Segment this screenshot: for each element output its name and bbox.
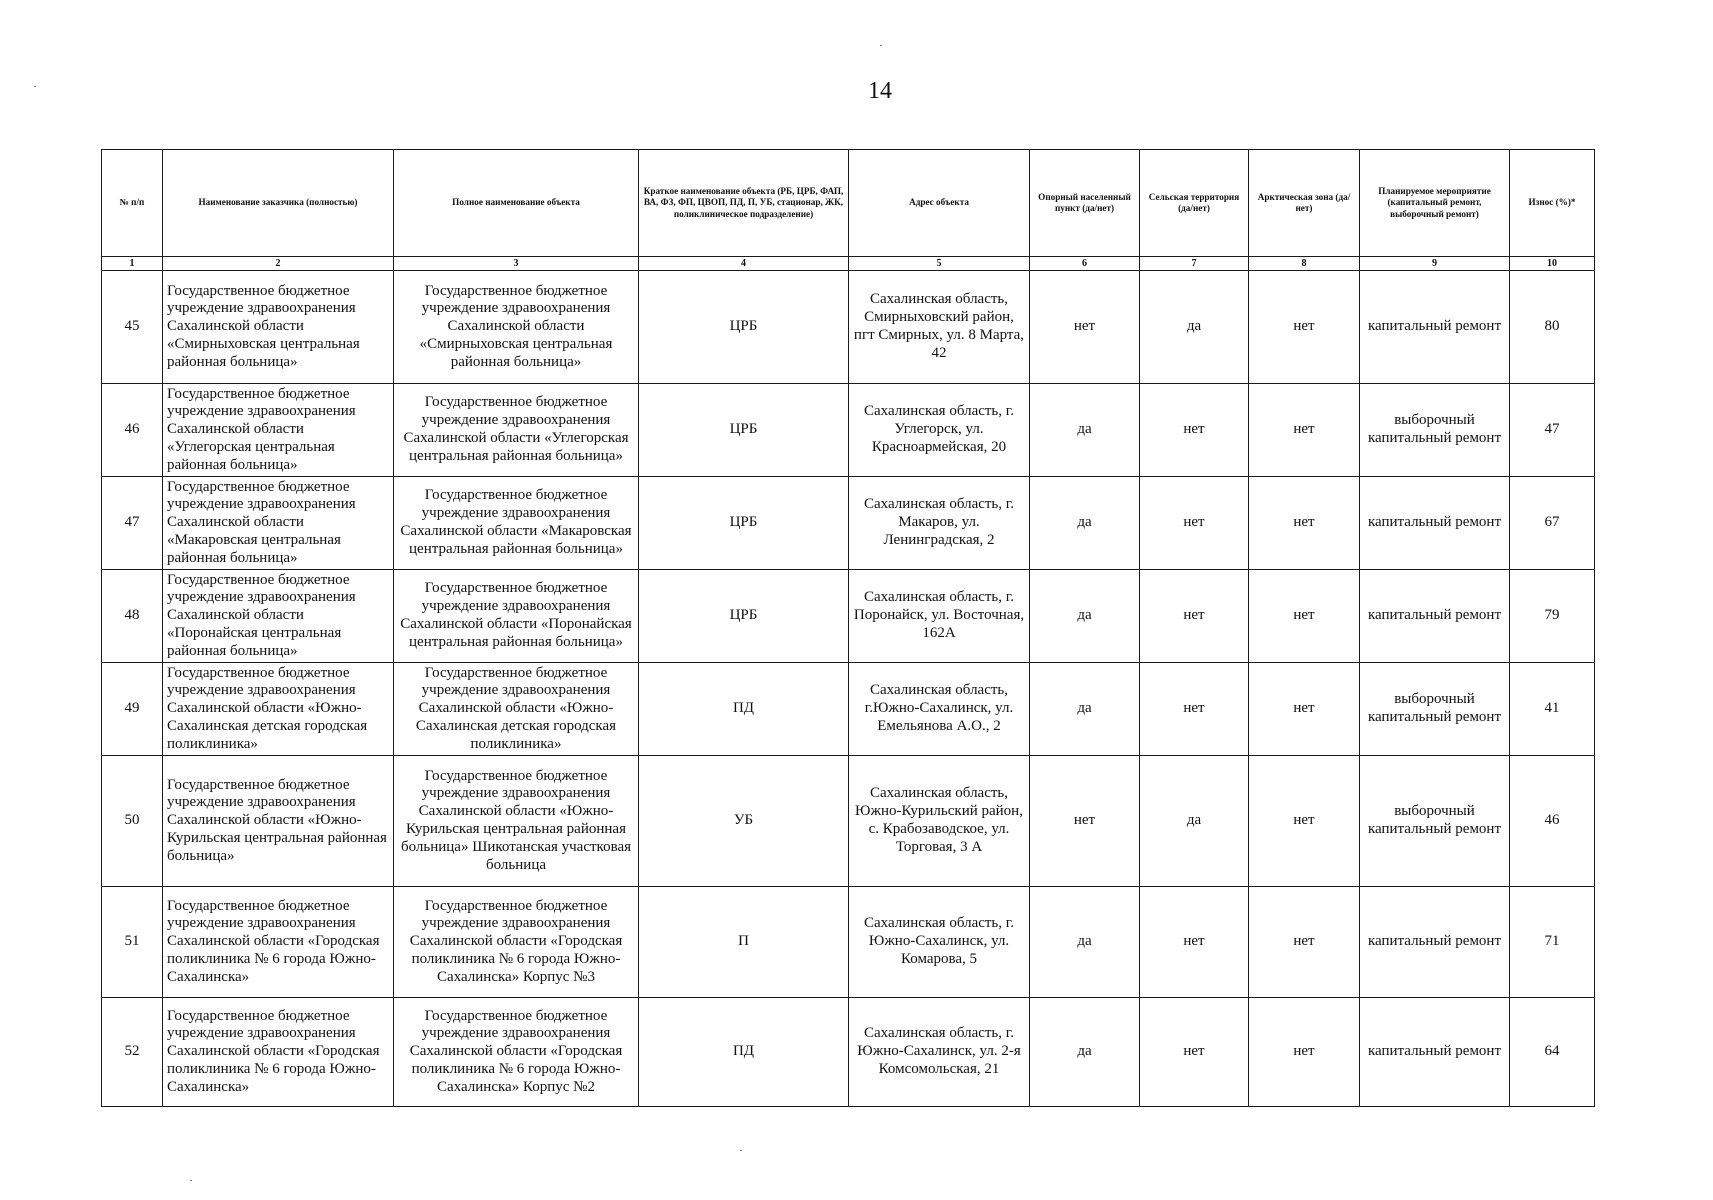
header-arctic: Арктическая зона (да/нет)	[1249, 150, 1360, 257]
column-number: 5	[849, 257, 1030, 271]
short-name-cell: П	[639, 887, 849, 998]
arctic-cell: нет	[1249, 477, 1360, 570]
table-row	[102, 663, 1595, 756]
column-number-row	[102, 257, 1595, 271]
customer-cell: Государственное бюджетное учреждение здравоохранения Сахалинской области «Поронайская центральная районная больница»	[163, 570, 394, 663]
column-number: 3	[394, 257, 639, 271]
row-number: 49	[102, 663, 163, 756]
customer-cell: Государственное бюджетное учреждение здравоохранения Сахалинской области «Южно-Сахалинская детская городская поликлиника»	[163, 663, 394, 756]
customer-cell: Государственное бюджетное учреждение здравоохранения Сахалинской области «Южно-Курильская центральная районная больница»	[163, 756, 394, 887]
facilities-table	[101, 149, 1595, 1107]
short-name-cell: ЦРБ	[639, 570, 849, 663]
customer-cell: Государственное бюджетное учреждение здравоохранения Сахалинской области «Углегорская центральная районная больница»	[163, 384, 394, 477]
customer-cell: Государственное бюджетное учреждение здравоохранения Сахалинской области «Городская поликлиника № 6 города Южно-Сахалинска»	[163, 887, 394, 998]
object-cell: Государственное бюджетное учреждение здравоохранения Сахалинской области «Южно-Курильская центральная районная больница» Шикотанская участковая больница	[394, 756, 639, 887]
object-cell: Государственное бюджетное учреждение здравоохранения Сахалинской области «Смирныховская центральная районная больница»	[394, 271, 639, 384]
row-number: 50	[102, 756, 163, 887]
rural-cell: нет	[1140, 663, 1249, 756]
rural-cell: да	[1140, 756, 1249, 887]
scan-speck	[880, 45, 882, 46]
wear-cell: 46	[1510, 756, 1595, 887]
row-number: 47	[102, 477, 163, 570]
row-number: 45	[102, 271, 163, 384]
object-cell: Государственное бюджетное учреждение здравоохранения Сахалинской области «Городская поликлиника № 6 города Южно-Сахалинска» Корпус №2	[394, 998, 639, 1107]
column-number: 7	[1140, 257, 1249, 271]
wear-cell: 41	[1510, 663, 1595, 756]
header-short-name: Краткое наименование объекта (РБ, ЦРБ, ФАП, ВА, ФЗ, ФП, ЦВОП, ПД, П, УБ, стационар, ЖК, поликлиническое подразделение)	[639, 150, 849, 257]
rural-cell: нет	[1140, 477, 1249, 570]
object-cell: Государственное бюджетное учреждение здравоохранения Сахалинской области «Макаровская центральная районная больница»	[394, 477, 639, 570]
address-cell: Сахалинская область, г. Южно-Сахалинск, ул. Комарова, 5	[849, 887, 1030, 998]
column-number: 1	[102, 257, 163, 271]
header-address: Адрес объекта	[849, 150, 1030, 257]
arctic-cell: нет	[1249, 756, 1360, 887]
object-cell: Государственное бюджетное учреждение здравоохранения Сахалинской области «Углегорская центральная районная больница»	[394, 384, 639, 477]
arctic-cell: нет	[1249, 998, 1360, 1107]
scan-speck	[34, 86, 36, 87]
customer-cell: Государственное бюджетное учреждение здравоохранения Сахалинской области «Смирныховская центральная районная больница»	[163, 271, 394, 384]
header-base-settlement: Опорный населенный пункт (да/нет)	[1030, 150, 1140, 257]
customer-cell: Государственное бюджетное учреждение здравоохранения Сахалинской области «Макаровская центральная районная больница»	[163, 477, 394, 570]
wear-cell: 71	[1510, 887, 1595, 998]
base-settlement-cell: да	[1030, 384, 1140, 477]
short-name-cell: ЦРБ	[639, 384, 849, 477]
short-name-cell: ЦРБ	[639, 477, 849, 570]
wear-cell: 79	[1510, 570, 1595, 663]
header-customer: Наименование заказчика (полностью)	[163, 150, 394, 257]
base-settlement-cell: нет	[1030, 271, 1140, 384]
action-cell: капитальный ремонт	[1360, 477, 1510, 570]
action-cell: капитальный ремонт	[1360, 271, 1510, 384]
address-cell: Сахалинская область, г. Макаров, ул. Ленинградская, 2	[849, 477, 1030, 570]
column-number: 6	[1030, 257, 1140, 271]
scan-speck	[740, 1150, 742, 1151]
header-wear: Износ (%)*	[1510, 150, 1595, 257]
action-cell: выборочный капитальный ремонт	[1360, 756, 1510, 887]
header-object: Полное наименование объекта	[394, 150, 639, 257]
wear-cell: 67	[1510, 477, 1595, 570]
action-cell: капитальный ремонт	[1360, 998, 1510, 1107]
object-cell: Государственное бюджетное учреждение здравоохранения Сахалинской области «Городская поликлиника № 6 города Южно-Сахалинска» Корпус №3	[394, 887, 639, 998]
row-number: 46	[102, 384, 163, 477]
column-number: 10	[1510, 257, 1595, 271]
rural-cell: нет	[1140, 384, 1249, 477]
base-settlement-cell: да	[1030, 887, 1140, 998]
address-cell: Сахалинская область, Смирныховский район, пгт Смирных, ул. 8 Марта, 42	[849, 271, 1030, 384]
table-row	[102, 477, 1595, 570]
arctic-cell: нет	[1249, 663, 1360, 756]
address-cell: Сахалинская область, г. Южно-Сахалинск, ул. 2-я Комсомольская, 21	[849, 998, 1030, 1107]
page-number: 14	[868, 78, 892, 104]
object-cell: Государственное бюджетное учреждение здравоохранения Сахалинской области «Поронайская центральная районная больница»	[394, 570, 639, 663]
address-cell: Сахалинская область, г. Углегорск, ул. Красноармейская, 20	[849, 384, 1030, 477]
row-number: 51	[102, 887, 163, 998]
column-number: 2	[163, 257, 394, 271]
row-number: 48	[102, 570, 163, 663]
arctic-cell: нет	[1249, 384, 1360, 477]
column-number: 8	[1249, 257, 1360, 271]
header-action: Планируемое мероприятие (капитальный ремонт, выборочный ремонт)	[1360, 150, 1510, 257]
rural-cell: нет	[1140, 570, 1249, 663]
action-cell: выборочный капитальный ремонт	[1360, 663, 1510, 756]
table-row	[102, 998, 1595, 1107]
action-cell: капитальный ремонт	[1360, 570, 1510, 663]
base-settlement-cell: да	[1030, 477, 1140, 570]
rural-cell: нет	[1140, 998, 1249, 1107]
customer-cell: Государственное бюджетное учреждение здравоохранения Сахалинской области «Городская поликлиника № 6 города Южно-Сахалинска»	[163, 998, 394, 1107]
wear-cell: 47	[1510, 384, 1595, 477]
table-row	[102, 570, 1595, 663]
arctic-cell: нет	[1249, 887, 1360, 998]
column-number: 9	[1360, 257, 1510, 271]
row-number: 52	[102, 998, 163, 1107]
wear-cell: 80	[1510, 271, 1595, 384]
address-cell: Сахалинская область, г.Южно-Сахалинск, ул. Емельянова А.О., 2	[849, 663, 1030, 756]
base-settlement-cell: да	[1030, 570, 1140, 663]
header-num: № п/п	[102, 150, 163, 257]
base-settlement-cell: да	[1030, 998, 1140, 1107]
base-settlement-cell: да	[1030, 663, 1140, 756]
short-name-cell: УБ	[639, 756, 849, 887]
arctic-cell: нет	[1249, 271, 1360, 384]
base-settlement-cell: нет	[1030, 756, 1140, 887]
table-row	[102, 887, 1595, 998]
header-rural: Сельская территория (да/нет)	[1140, 150, 1249, 257]
short-name-cell: ПД	[639, 663, 849, 756]
action-cell: выборочный капитальный ремонт	[1360, 384, 1510, 477]
rural-cell: нет	[1140, 887, 1249, 998]
address-cell: Сахалинская область, г. Поронайск, ул. Восточная, 162А	[849, 570, 1030, 663]
table-row	[102, 756, 1595, 887]
address-cell: Сахалинская область, Южно-Курильский район, с. Крабозаводское, ул. Торговая, 3 А	[849, 756, 1030, 887]
object-cell: Государственное бюджетное учреждение здравоохранения Сахалинской области «Южно-Сахалинская детская городская поликлиника»	[394, 663, 639, 756]
action-cell: капитальный ремонт	[1360, 887, 1510, 998]
short-name-cell: ПД	[639, 998, 849, 1107]
header-row	[102, 150, 1595, 257]
short-name-cell: ЦРБ	[639, 271, 849, 384]
table-row	[102, 271, 1595, 384]
table-row	[102, 384, 1595, 477]
wear-cell: 64	[1510, 998, 1595, 1107]
rural-cell: да	[1140, 271, 1249, 384]
arctic-cell: нет	[1249, 570, 1360, 663]
column-number: 4	[639, 257, 849, 271]
scan-speck	[190, 1180, 192, 1181]
